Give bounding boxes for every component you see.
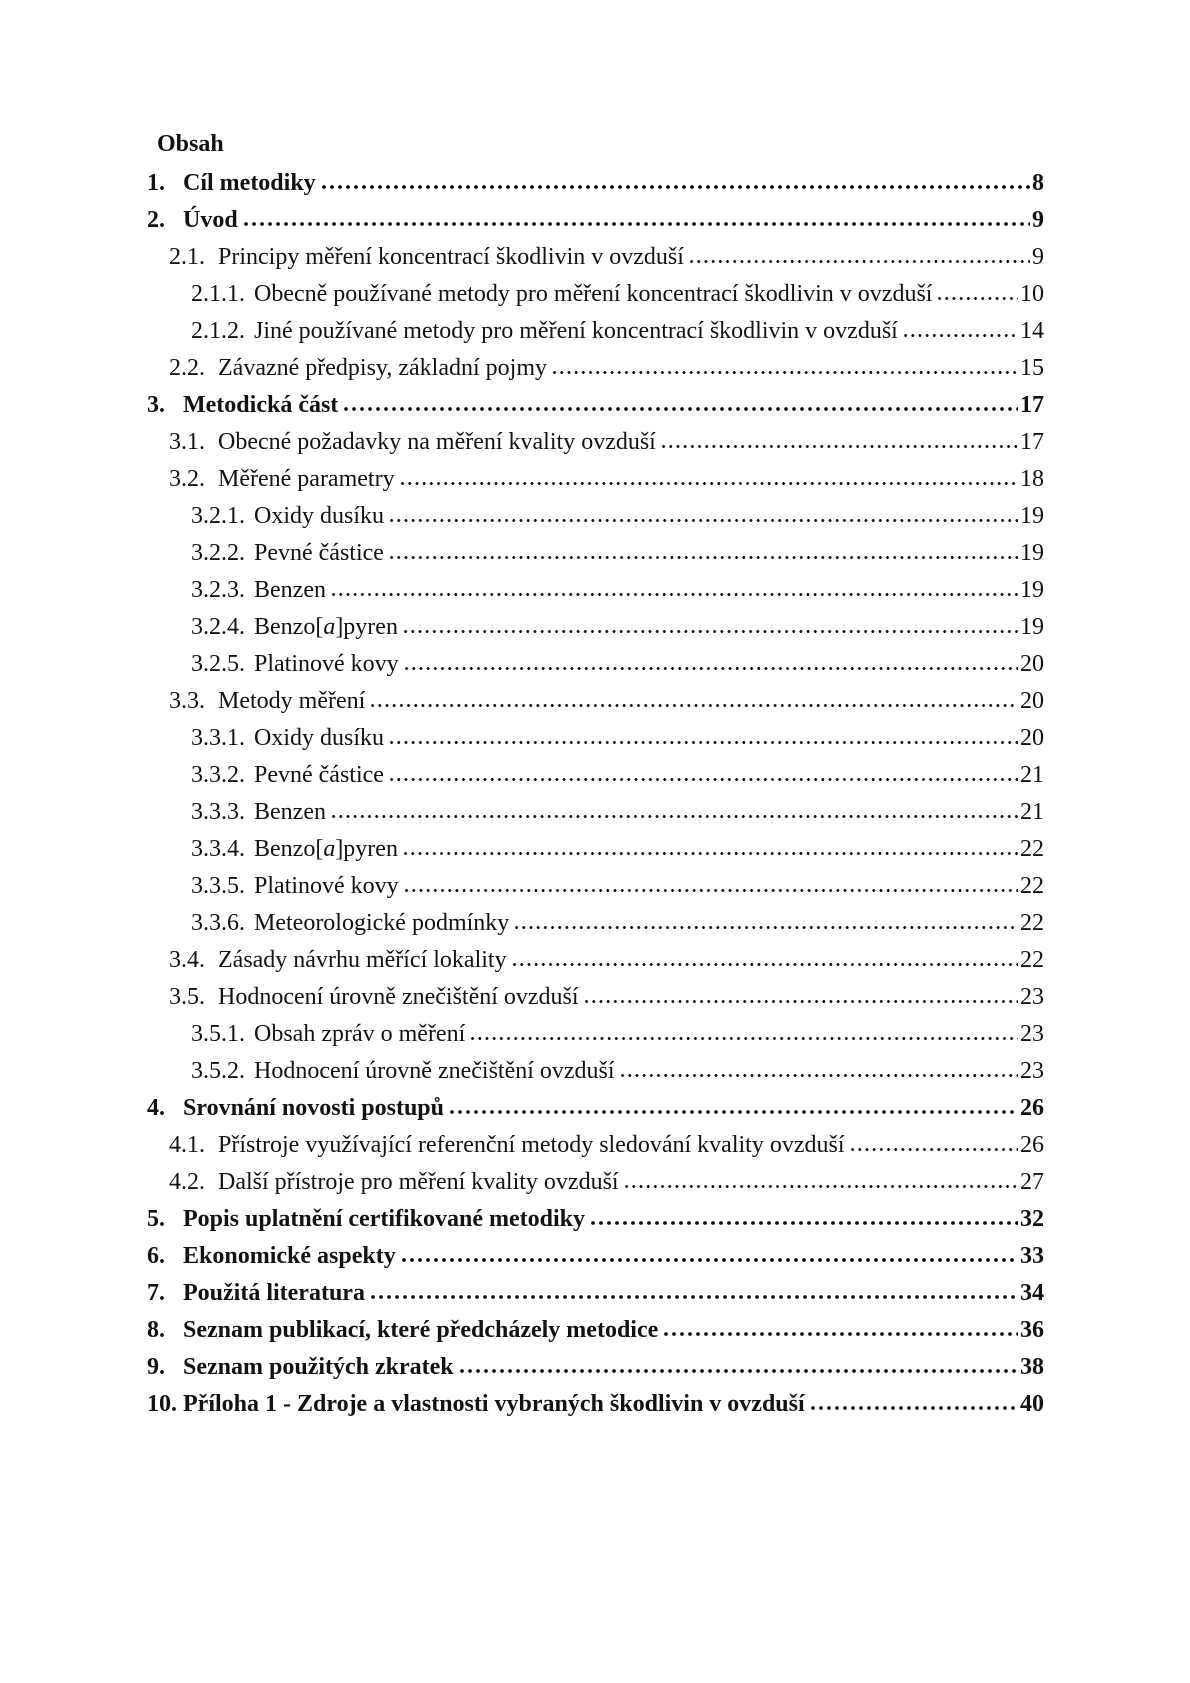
dot-leader: [402, 851, 1018, 856]
toc-entry-number: 8.: [147, 1317, 165, 1343]
dot-leader: [513, 925, 1018, 930]
toc-entry-title: Přístroje využívající referenční metody sledování kvality ovzduší: [218, 1132, 845, 1158]
toc-list: [147, 169, 1044, 1419]
toc-entry-number: 3.2.1.: [191, 503, 245, 529]
toc-entry-title: Měřené parametry: [218, 466, 395, 492]
toc-entry-page: 14: [1020, 318, 1044, 344]
dot-leader: [388, 777, 1018, 782]
toc-entry-page: 32: [1020, 1206, 1044, 1232]
toc-entry-title: Oxidy dusíku: [254, 725, 385, 751]
toc-entry-number: 3.2.5.: [191, 651, 245, 677]
toc-heading: Obsah: [157, 131, 224, 157]
toc-entry-number: 3.3.3.: [191, 799, 245, 825]
toc-entry[interactable]: [147, 724, 1044, 753]
toc-entry-page: 38: [1020, 1354, 1044, 1380]
toc-entry-page: 17: [1020, 429, 1044, 455]
toc-entry-title: Meteorologické podmínky: [254, 910, 510, 936]
toc-entry-title: Seznam použitých zkratek: [183, 1354, 454, 1380]
toc-entry-page: 19: [1020, 540, 1044, 566]
toc-entry-title: Příloha 1 - Zdroje a vlastnosti vybraných škodlivin v ovzduší: [183, 1391, 805, 1417]
toc-entry-number: 9.: [147, 1354, 165, 1380]
toc-entry[interactable]: [147, 465, 1044, 494]
dot-leader: [511, 962, 1018, 967]
dot-leader: [688, 259, 1030, 264]
dot-leader: [402, 629, 1018, 634]
toc-entry-page: 19: [1020, 614, 1044, 640]
toc-entry-title: Hodnocení úrovně znečištění ovzduší: [254, 1058, 615, 1084]
toc-entry-number: 3.5.2.: [191, 1058, 245, 1084]
toc-entry[interactable]: [147, 539, 1044, 568]
toc-entry-page: 21: [1020, 762, 1044, 788]
toc-entry-number: 3.4.: [169, 947, 205, 973]
toc-entry[interactable]: [147, 909, 1044, 938]
toc-entry-title: Jiné používané metody pro měření koncentrací škodlivin v ovzduší: [254, 318, 898, 344]
toc-entry[interactable]: [147, 502, 1044, 531]
toc-entry-title: Obecné požadavky na měření kvality ovzduší: [218, 429, 656, 455]
toc-entry-number: 3.5.1.: [191, 1021, 245, 1047]
toc-entry[interactable]: [147, 169, 1044, 198]
toc-entry-title: Zásady návrhu měřící lokality: [218, 947, 507, 973]
toc-entry-page: 36: [1020, 1317, 1044, 1343]
toc-entry[interactable]: [147, 872, 1044, 901]
toc-entry[interactable]: [147, 243, 1044, 272]
toc-entry-title: Další přístroje pro měření kvality ovzduší: [218, 1169, 619, 1195]
toc-entry-page: 40: [1020, 1391, 1044, 1417]
toc-entry-title: Popis uplatnění certifikované metodiky: [183, 1206, 586, 1232]
toc-entry-page: 19: [1020, 577, 1044, 603]
toc-entry[interactable]: [147, 687, 1044, 716]
toc-entry-page: 8: [1032, 170, 1044, 196]
toc-entry[interactable]: [147, 761, 1044, 790]
toc-entry-page: 10: [1020, 281, 1044, 307]
toc-entry-page: 20: [1020, 725, 1044, 751]
dot-leader: [623, 1184, 1018, 1189]
toc-entry[interactable]: [147, 354, 1044, 383]
dot-leader: [330, 592, 1018, 597]
toc-entry-number: 5.: [147, 1206, 165, 1232]
dot-leader: [399, 481, 1018, 486]
toc-entry-number: 3.3.5.: [191, 873, 245, 899]
toc-entry-page: 34: [1020, 1280, 1044, 1306]
toc-entry-title: Platinové kovy: [254, 651, 399, 677]
toc-entry-title: Metodická část: [183, 392, 339, 418]
dot-leader: [458, 1368, 1018, 1374]
dot-leader: [551, 370, 1018, 375]
toc-entry[interactable]: [147, 1316, 1044, 1345]
toc-entry-title: Cíl metodiky: [183, 170, 316, 196]
dot-leader: [849, 1147, 1019, 1152]
toc-entry[interactable]: [147, 317, 1044, 346]
toc-entry[interactable]: [147, 1353, 1044, 1382]
dot-leader: [320, 184, 1030, 190]
toc-entry[interactable]: [147, 613, 1044, 642]
toc-entry-page: 9: [1032, 244, 1044, 270]
dot-leader: [369, 703, 1018, 708]
toc-entry[interactable]: [147, 280, 1044, 309]
toc-entry-number: 2.: [147, 207, 165, 233]
toc-entry-number: 6.: [147, 1243, 165, 1269]
toc-entry[interactable]: [147, 428, 1044, 457]
toc-entry-title: Obsah zpráv o měření: [254, 1021, 466, 1047]
toc-entry[interactable]: [147, 983, 1044, 1012]
dot-leader: [342, 406, 1018, 412]
toc-entry-number: 3.5.: [169, 984, 205, 1010]
dot-leader: [330, 814, 1018, 819]
toc-entry-page: 26: [1020, 1095, 1044, 1121]
toc-entry-page: 23: [1020, 984, 1044, 1010]
toc-entry-number: 4.2.: [169, 1169, 205, 1195]
toc-entry[interactable]: [147, 1168, 1044, 1197]
toc-entry-page: 22: [1020, 873, 1044, 899]
dot-leader: [242, 221, 1030, 227]
toc-entry-page: 26: [1020, 1132, 1044, 1158]
toc-entry[interactable]: [147, 1020, 1044, 1049]
dot-leader: [662, 1331, 1018, 1337]
toc-entry-number: 10.: [147, 1391, 177, 1417]
toc-entry-number: 2.2.: [169, 355, 205, 381]
toc-entry-page: 9: [1032, 207, 1044, 233]
dot-leader: [589, 1220, 1018, 1226]
toc-entry-page: 22: [1020, 947, 1044, 973]
dot-leader: [619, 1073, 1018, 1078]
toc-entry-number: 3.3.4.: [191, 836, 245, 862]
toc-entry-title: Principy měření koncentrací škodlivin v ovzduší: [218, 244, 684, 270]
toc-entry-number: 2.1.: [169, 244, 205, 270]
dot-leader: [369, 1294, 1018, 1300]
dot-leader: [660, 444, 1018, 449]
toc-entry-title: Pevné částice: [254, 540, 384, 566]
toc-entry-page: 22: [1020, 836, 1044, 862]
toc-entry-title: Srovnání novosti postupů: [183, 1095, 444, 1121]
toc-entry-title: Ekonomické aspekty: [183, 1243, 396, 1269]
toc-entry-page: 27: [1020, 1169, 1044, 1195]
toc-entry-title: Oxidy dusíku: [254, 503, 385, 529]
toc-entry[interactable]: [147, 206, 1044, 235]
toc-entry[interactable]: [147, 1205, 1044, 1234]
toc-entry-number: 2.1.1.: [191, 281, 245, 307]
dot-leader: [400, 1257, 1018, 1263]
toc-entry-number: 1.: [147, 170, 165, 196]
dot-leader: [448, 1109, 1018, 1115]
dot-leader: [936, 296, 1018, 301]
dot-leader: [583, 999, 1018, 1004]
toc-entry-number: 3.3.: [169, 688, 205, 714]
toc-entry-number: 3.3.6.: [191, 910, 245, 936]
toc-entry-page: 18: [1020, 466, 1044, 492]
dot-leader: [469, 1036, 1018, 1041]
toc-entry-number: 2.1.2.: [191, 318, 245, 344]
toc-entry[interactable]: [147, 1390, 1044, 1419]
toc-entry-title: Úvod: [183, 207, 238, 233]
toc-entry[interactable]: [147, 1279, 1044, 1308]
toc-entry[interactable]: [147, 650, 1044, 679]
toc-entry-page: 20: [1020, 651, 1044, 677]
toc-entry-title: Pevné částice: [254, 762, 384, 788]
toc-entry-page: 23: [1020, 1058, 1044, 1084]
toc-entry-title: Benzo[a]pyren: [254, 836, 398, 862]
toc-entry-title: Obecně používané metody pro měření koncentrací škodlivin v ovzduší: [254, 281, 933, 307]
toc-entry-page: 17: [1020, 392, 1044, 418]
toc-entry-title: Metody měření: [218, 688, 366, 714]
toc-entry-number: 3.3.1.: [191, 725, 245, 751]
toc-entry-page: 33: [1020, 1243, 1044, 1269]
toc-entry-title: Závazné předpisy, základní pojmy: [218, 355, 547, 381]
toc-entry[interactable]: [147, 835, 1044, 864]
toc-entry-number: 3.3.2.: [191, 762, 245, 788]
toc-entry[interactable]: [147, 576, 1044, 605]
dot-leader: [809, 1405, 1018, 1411]
toc-entry-number: 4.1.: [169, 1132, 205, 1158]
toc-entry[interactable]: [147, 391, 1044, 420]
toc-entry-number: 3.2.: [169, 466, 205, 492]
dot-leader: [388, 740, 1018, 745]
toc-entry-number: 3.2.2.: [191, 540, 245, 566]
toc-entry-title: Platinové kovy: [254, 873, 399, 899]
toc-entry-title: Hodnocení úrovně znečištění ovzduší: [218, 984, 579, 1010]
dot-leader: [388, 555, 1018, 560]
toc-entry-page: 21: [1020, 799, 1044, 825]
toc-entry-number: 3.: [147, 392, 165, 418]
toc-entry-number: 7.: [147, 1280, 165, 1306]
toc-entry-title: Seznam publikací, které předcházely metodice: [183, 1317, 659, 1343]
toc-entry-page: 15: [1020, 355, 1044, 381]
toc-entry-title: Použitá literatura: [183, 1280, 365, 1306]
toc-entry[interactable]: [147, 946, 1044, 975]
toc-entry-number: 3.1.: [169, 429, 205, 455]
dot-leader: [403, 666, 1018, 671]
toc-entry-page: 23: [1020, 1021, 1044, 1047]
toc-entry-number: 3.2.3.: [191, 577, 245, 603]
dot-leader: [902, 333, 1018, 338]
toc-entry[interactable]: [147, 798, 1044, 827]
toc-entry-title: Benzo[a]pyren: [254, 614, 398, 640]
toc-entry-page: 19: [1020, 503, 1044, 529]
toc-entry[interactable]: [147, 1242, 1044, 1271]
toc-entry-title: Benzen: [254, 577, 326, 603]
dot-leader: [388, 518, 1018, 523]
toc-entry-page: 20: [1020, 688, 1044, 714]
toc-entry-page: 22: [1020, 910, 1044, 936]
toc-entry[interactable]: [147, 1057, 1044, 1086]
toc-entry-number: 3.2.4.: [191, 614, 245, 640]
toc-entry-number: 4.: [147, 1095, 165, 1121]
dot-leader: [403, 888, 1018, 893]
toc-entry[interactable]: [147, 1094, 1044, 1123]
toc-entry[interactable]: [147, 1131, 1044, 1160]
toc-entry-title: Benzen: [254, 799, 326, 825]
